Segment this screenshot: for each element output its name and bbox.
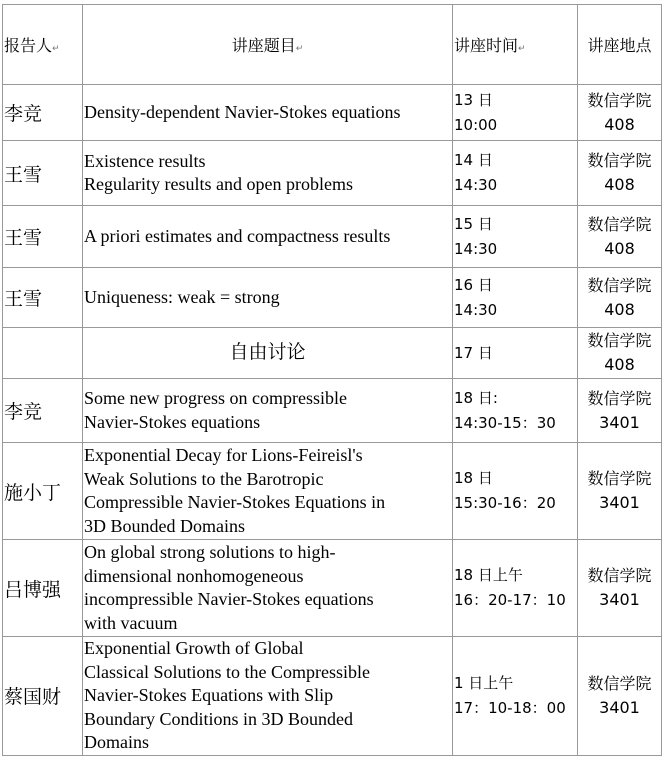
time-line: 14 日 — [454, 151, 493, 169]
place-cell — [578, 540, 662, 637]
table-row — [3, 328, 662, 379]
time-cell — [453, 141, 578, 206]
time-line: 15 日 — [454, 214, 493, 233]
title-line: Navier-Stokes Equations with Slip — [84, 685, 334, 705]
table-row — [3, 637, 662, 756]
speaker-cell — [3, 85, 83, 141]
speaker-cell — [3, 328, 83, 379]
place-line: 数信学院 — [587, 331, 652, 350]
speaker-cell — [3, 443, 83, 540]
time-line: 17：10-18：00 — [454, 698, 566, 717]
title-cell — [83, 540, 453, 637]
table-row — [3, 206, 662, 268]
speaker-cell — [3, 540, 83, 637]
speaker-name: 王雪 — [4, 288, 43, 310]
title-line: Weak Solutions to the Barotropic — [84, 468, 324, 489]
speaker-name: 吕博强 — [4, 578, 62, 601]
table-row — [3, 268, 662, 328]
title-line: 自由讨论 — [229, 341, 306, 364]
table-row — [3, 443, 662, 540]
lecture-schedule-table — [2, 4, 662, 756]
place-line: 数信学院 — [587, 469, 652, 488]
time-cell — [453, 443, 578, 540]
time-cell — [453, 85, 578, 141]
time-line: 17 日 — [454, 343, 493, 362]
table-row — [3, 540, 662, 637]
place-cell — [578, 206, 662, 268]
header-speaker: 报告人↵ — [3, 5, 83, 85]
speaker-cell — [3, 379, 83, 443]
place-line: 408 — [604, 175, 635, 194]
speaker-name: 李竞 — [4, 103, 43, 125]
table-row — [3, 85, 662, 141]
place-line: 3401 — [599, 493, 640, 512]
time-line: 10:00 — [454, 115, 498, 134]
place-line: 3401 — [599, 412, 640, 432]
table-row — [3, 141, 662, 206]
title-line: Domains — [84, 732, 149, 752]
time-line: 16：20-17：10 — [454, 591, 566, 609]
title-line: A priori estimates and compactness results — [84, 225, 391, 246]
place-line: 数信学院 — [587, 275, 652, 295]
time-line: 1 日上午 — [454, 673, 514, 692]
speaker-cell — [3, 206, 83, 268]
title-line: Boundary Conditions in 3D Bounded — [84, 708, 353, 729]
place-line: 数信学院 — [587, 566, 652, 585]
speaker-cell — [3, 141, 83, 206]
place-line: 数信学院 — [587, 388, 652, 408]
time-line: 15:30-16：20 — [454, 494, 556, 512]
title-cell — [83, 206, 453, 268]
speaker-name: 蔡国财 — [4, 686, 62, 709]
title-line: Existence results — [84, 150, 206, 171]
place-cell — [578, 637, 662, 756]
title-line: Exponential Growth of Global — [84, 638, 304, 658]
title-line: Classical Solutions to the Compressible — [84, 661, 370, 682]
time-line: 13 日 — [454, 90, 493, 109]
place-line: 3401 — [599, 590, 640, 609]
title-cell — [83, 141, 453, 206]
title-line: Exponential Decay for Lions-Feireisl's — [84, 445, 363, 465]
time-line: 18 日 — [454, 469, 493, 487]
time-cell — [453, 206, 578, 268]
place-line: 408 — [604, 238, 635, 258]
title-line: dimensional nonhomogeneous — [84, 565, 304, 586]
speaker-cell — [3, 268, 83, 328]
place-line: 3401 — [599, 697, 640, 717]
place-line: 数信学院 — [587, 151, 652, 170]
time-line: 14:30-15：30 — [454, 413, 556, 432]
place-line: 数信学院 — [587, 90, 652, 110]
place-line: 408 — [604, 299, 635, 319]
time-line: 14:30 — [454, 300, 498, 319]
place-line: 408 — [604, 114, 635, 134]
speaker-name: 王雪 — [4, 163, 43, 186]
place-cell — [578, 268, 662, 328]
title-line: 3D Bounded Domains — [84, 515, 245, 536]
time-line: 18 日: — [454, 388, 498, 407]
place-cell — [578, 141, 662, 206]
title-cell — [83, 268, 453, 328]
title-line: with vacuum — [84, 612, 178, 633]
title-line: incompressible Navier-Stokes equations — [84, 589, 374, 609]
place-cell — [578, 379, 662, 443]
title-line: Regularity results and open problems — [84, 174, 353, 194]
time-cell — [453, 637, 578, 756]
title-line: Some new progress on compressible — [84, 388, 347, 408]
header-place: 讲座地点 — [578, 5, 662, 85]
place-line: 数信学院 — [587, 673, 652, 693]
title-line: Density-dependent Navier-Stokes equations — [84, 101, 401, 122]
title-cell — [83, 379, 453, 443]
place-cell — [578, 443, 662, 540]
time-cell — [453, 540, 578, 637]
time-cell — [453, 379, 578, 443]
speaker-name: 施小丁 — [4, 481, 62, 504]
title-line: Uniqueness: weak = strong — [84, 286, 280, 307]
header-row — [3, 5, 662, 85]
title-cell — [83, 328, 453, 379]
speaker-name: 李竞 — [4, 401, 43, 423]
title-cell — [83, 637, 453, 756]
title-line: On global strong solutions to high- — [84, 542, 336, 562]
title-cell — [83, 85, 453, 141]
time-cell — [453, 268, 578, 328]
time-line: 18 日上午 — [454, 566, 523, 584]
place-line: 数信学院 — [587, 214, 652, 234]
title-line: Navier-Stokes equations — [84, 411, 261, 432]
header-title: 讲座题目↵ — [83, 5, 453, 85]
schedule-body — [3, 85, 662, 756]
speaker-name: 王雪 — [4, 227, 43, 249]
title-line: Compressible Navier-Stokes Equations in — [84, 492, 386, 512]
time-line: 14:30 — [454, 176, 498, 194]
time-line: 16 日 — [454, 275, 493, 294]
title-cell — [83, 443, 453, 540]
place-cell — [578, 85, 662, 141]
header-time: 讲座时间↵ — [453, 5, 578, 85]
speaker-cell — [3, 637, 83, 756]
place-line: 408 — [604, 355, 635, 374]
time-cell — [453, 328, 578, 379]
time-line: 14:30 — [454, 239, 498, 258]
place-cell — [578, 328, 662, 379]
table-row — [3, 379, 662, 443]
